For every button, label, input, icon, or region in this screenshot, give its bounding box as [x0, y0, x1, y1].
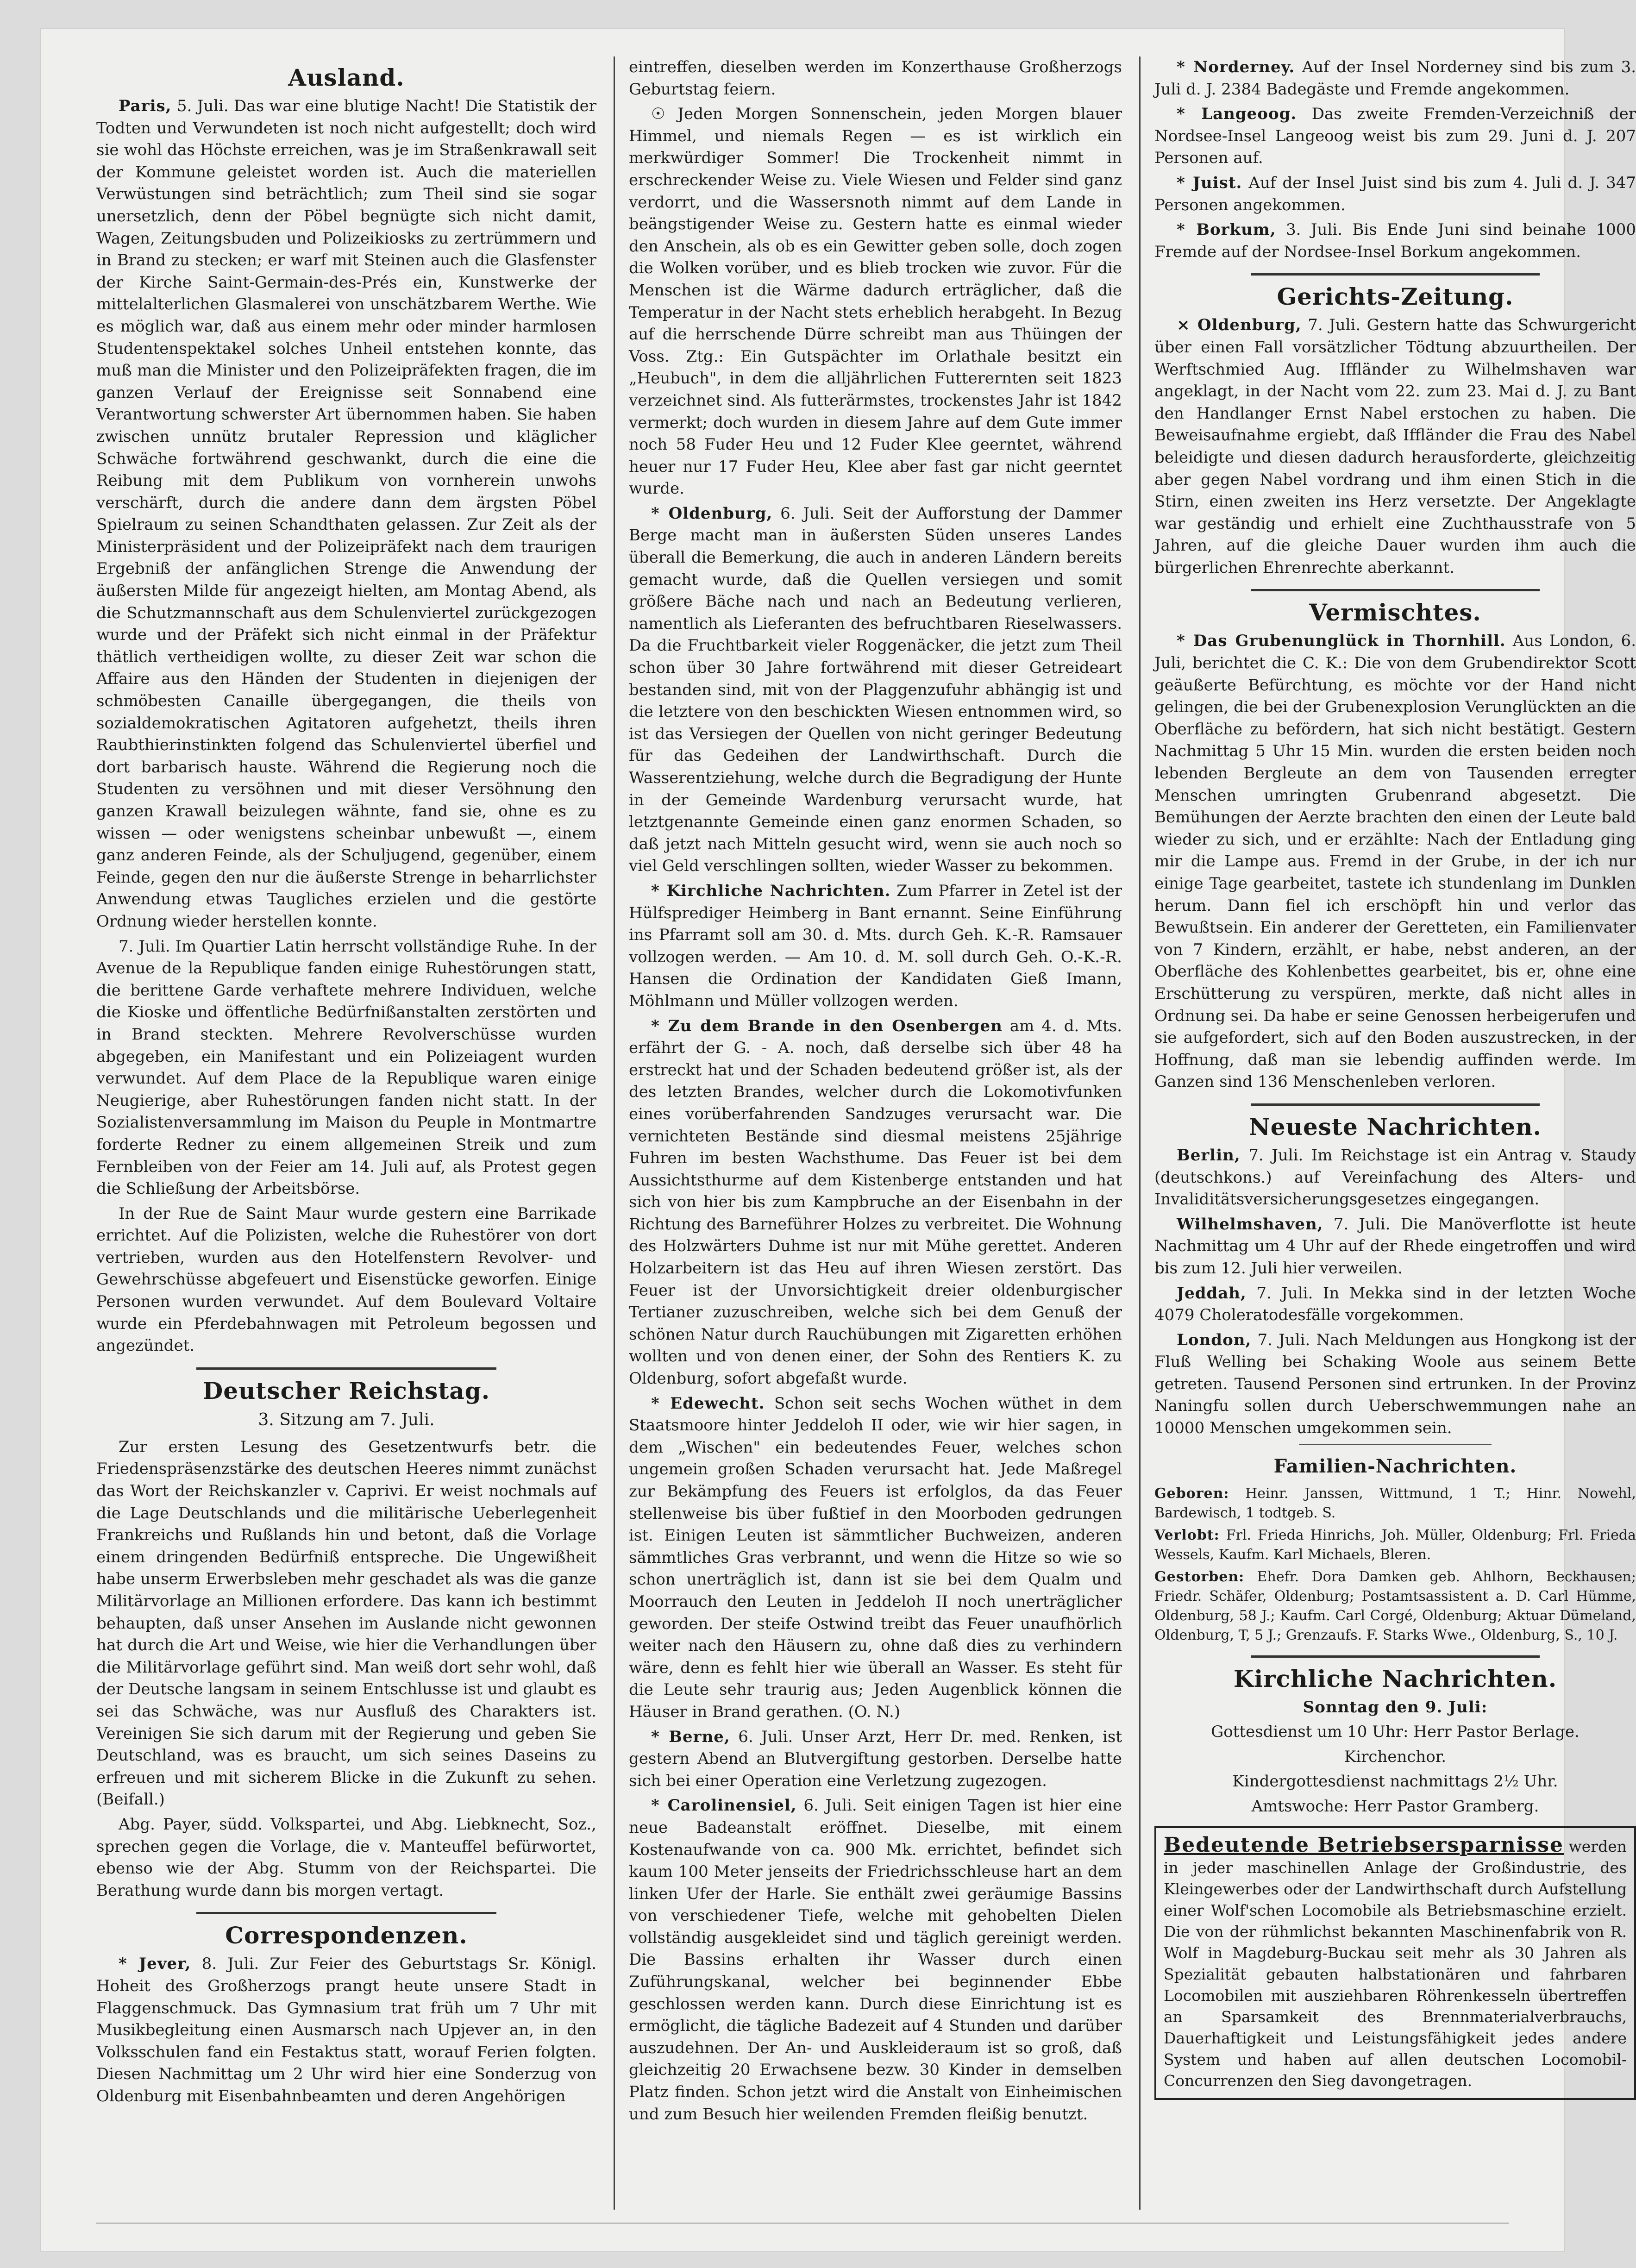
article-lead: * Juist. [1177, 173, 1242, 192]
article-berne [629, 1726, 1122, 1792]
article-text: Zum Pfarrer in Zetel ist der Hülfsprediger Heimberg in Bant ernannt. Seine Einführung ins Pfarramt soll am 30. d. Mts. durch Geh. K.-R. Ramsauer vollzogen werden. — Am 10. d. M. soll durch Geh. O.-K.-R. Hansen die Ordination der Kandidaten Gieß Imann, Möhlmann und Müller vollzogen werden. [629, 881, 1122, 1010]
article-lead: Berlin, [1177, 1146, 1241, 1165]
article-lead: * Norderney. [1177, 58, 1295, 76]
notice-label: Gestorben: [1154, 1568, 1245, 1585]
article-weather [629, 103, 1122, 500]
notice-born [1154, 1484, 1636, 1523]
section-divider [1251, 273, 1540, 276]
article-text: 6. Juli. Unser Arzt, Herr Dr. med. Renken, ist gestern Abend an Blutvergiftung gestorben. Derselbe hatte sich bei einer Operation eine Verletzung zugezogen. [629, 1727, 1122, 1790]
article-edewecht [629, 1393, 1122, 1723]
section-divider [1251, 1655, 1540, 1658]
article-continuation: eintreffen, dieselben werden im Konzerthause Großherzogs Geburtstag feiern. [629, 58, 1122, 99]
advertisement-wolf-locomobile [1154, 1826, 1636, 2100]
article-lead: * Langeoog. [1177, 105, 1297, 124]
article-text: 7. Juli. Die Manöverflotte ist heute Nachmittag um 4 Uhr auf der Rhede eingetroffen und wird bis zum 12. Juli hier verweilen. [1154, 1215, 1636, 1278]
article-text: Aus London, 6. Juli, berichtet die C. K.: Die von dem Grubendirektor Scott geäußerte Befürchtung, es möchte vor der Hand nicht gelingen, die bei der Grubenexplosion Verunglückten an die Oberfläche zu befördern, hat sich nicht bestätigt. Gestern Nachmittag 5 Uhr 15 Min. wurden die ersten beiden noch lebenden Bergleute an dem von Tausenden erregter Menschen umringten Grubenrand abgesetzt. Die Bemühungen der Aerzte brachten den einen der Leute bald wieder zu sich, und er erzählte: Nach der Entladung ging mir die Lampe aus. Fremd in der Grube, in der ich nur einige Tage gearbeitet, tastete ich stundenlang im Dunklen herum. Dann fiel ich erschöpft hin und verlor das Bewußtsein. Ein anderer der Geretteten, ein Familienvater von 7 Kindern, erzählt, er habe, nebst anderen, an der Oberfläche des Kohlenbettes gearbeitet, bis er, ohne eine Erschütterung zu verspüren, merkte, daß nicht alles in Ordnung sei. Da habe er seine Genossen herbeigerufen und sie aufgefordert, sich auf den Boden auszustrecken, in der Hoffnung, daß man sie lebendig auffinden werde. Im Ganzen sind 136 Menschenleben verloren. [1154, 632, 1636, 1091]
article-lead: Jeddah, [1177, 1284, 1247, 1303]
article-lead: * Edewecht. [651, 1394, 765, 1413]
ad-title: Bedeutende Betriebsersparnisse [1164, 1833, 1564, 1857]
article-paragraph: Abg. Payer, südd. Volkspartei, und Abg. Liebknecht, Soz., sprechen gegen die Vorlage, die v. Manteuffel befürwortet, ebenso wie der Abg. Stumm von der Reichspartei. Die Berathung wurde dann bis morgen vertagt. [96, 1815, 596, 1900]
notice-engaged [1154, 1526, 1636, 1565]
article-lead: * Das Grubenunglück in Thornhill. [1177, 632, 1506, 651]
family-notices [1154, 1484, 1636, 1645]
article-juist [1154, 172, 1636, 216]
column-2 [629, 56, 1122, 2210]
section-divider [1251, 589, 1540, 591]
article-text: 7. Juli. Im Reichstage ist ein Antrag v. Staudy (deutschkons.) auf Vereinfachung des Alters- und Invaliditätsversicherungsgesetzes eingegangen. [1154, 1146, 1636, 1209]
article-lead: * Oldenburg, [651, 504, 773, 523]
column-3 [1154, 56, 1636, 2210]
article-paris [96, 95, 596, 933]
notice-text: Heinr. Janssen, Wittmund, 1 T.; Hinr. Nowehl, Bardewisch, 1 todtgeb. S. [1154, 1485, 1636, 1521]
section-heading-familien: Familien-Nachrichten. [1273, 1455, 1517, 1477]
article-text: Jeden Morgen Sonnenschein, jeden Morgen blauer Himmel, und niemals Regen — es ist wirklich ein merkwürdiger Sommer! Die Trockenheit nimmt in erschreckender Weise zu. Viele Wiesen und Felder sind ganz verdorrt, und die Wassersnoth nimmt auf dem Lande in beängstigender Weise zu. Gestern hatte es einmal wieder den Anschein, als ob es ein Gewitter geben solle, doch zogen die Wolken vorüber, und es blieb trocken wie zuvor. Für die Menschen ist die Wärme dadurch erträglicher, daß die Temperatur in der Nacht stets erheblich herabgeht. In Bezug auf die herrschende Dürre schreibt man aus Thüingen der Voss. Ztg.: Ein Gutspächter im Orlathale besitzt ein „Heubuch", in dem die alljährlichen Futterernten seit 1823 verzeichnet sind. Als futterärmstes, trockenstes Jahr ist 1842 vermerkt; doch wurden in diesem Jahre auf dem Gute immer noch 58 Fuder Heu und 12 Fuder Klee geerntet, während heuer nur 17 Fuder Heu, Klee aber fast gar nicht geerntet wurde. [629, 105, 1122, 498]
service-line: Kindergottesdienst nachmittags 2½ Uhr. [1232, 1772, 1558, 1791]
section-divider [196, 1367, 496, 1370]
column-divider [614, 56, 615, 2210]
article-text: 7. Juli. Nach Meldungen aus Hongkong ist der Fluß Welling bei Schaking Woole aus seinem Bette getreten. Tausend Personen sind ertrunken. In der Provinz Naningfu sollen durch Ueberschwemmungen nahe an 10000 Menschen umgekommen sein. [1154, 1330, 1636, 1438]
article-gericht [1154, 314, 1636, 579]
article-langeoog [1154, 103, 1636, 169]
notice-label: Verlobt: [1154, 1527, 1220, 1543]
article-lead: * Carolinensiel, [651, 1796, 797, 1815]
section-heading-reichstag: Deutscher Reichstag. [202, 1377, 490, 1404]
article-text: Das zweite Fremden-Verzeichniß der Nordsee-Insel Langeoog weist bis zum 29. Juni d. J. 207 Personen auf. [1154, 105, 1636, 168]
column-divider [1139, 56, 1141, 2210]
article-jeddah [1154, 1283, 1636, 1327]
section-heading-ausland: Ausland. [288, 64, 405, 91]
notice-text: Frl. Frieda Hinrichs, Joh. Müller, Oldenburg; Frl. Frieda Wessels, Kaufm. Karl Michaels, Bleren. [1154, 1527, 1636, 1563]
article-text: 3. Juli. Bis Ende Juni sind beinahe 1000 Fremde auf der Nordsee-Insel Borkum angekommen. [1154, 220, 1636, 261]
article-lead: Wilhelmshaven, [1177, 1215, 1323, 1234]
section-heading-neueste-nachrichten: Neueste Nachrichten. [1249, 1113, 1542, 1140]
article-lead: * Berne, [651, 1727, 730, 1746]
notice-died [1154, 1567, 1636, 1645]
section-divider [196, 1912, 496, 1914]
article-text: 7. Juli. Gestern hatte das Schwurgericht über einen Fall vorsätzlicher Tödtung abzuurtheilen. Der Werftschmied Aug. Iffländer zu Wilhelmshaven war angeklagt, in der Nacht vom 22. zum 23. Mai d. J. zu Bant den Handlanger Ernst Nabel erstochen zu haben. Die Beweisaufnahme ergiebt, daß Iffländer die Frau des Nabel beleidigte und diesen dadurch herausforderte, gleichzeitig aber gegen Nabel vordrang und ihm einen Stich in die Stirn, einen zweiten ins Herz versetzte. Der Angeklagte war geständig und erhielt eine Zuchthausstrafe von 5 Jahren, auf die gleiche Dauer wurden ihm auch die bürgerlichen Ehrenrechte aberkannt. [1154, 316, 1636, 577]
article-text: Schon seit sechs Wochen wüthet in dem Staatsmoore hinter Jeddeloh II oder, wie wir hier sagen, in dem „Wischen" ein bedeutendes Feuer, welches schon ungemein großen Schaden verursacht hat. Jede Maßregel zur Bekämpfung des Feuers ist erfolglos, da das Feuer stellenweise bis über fußtief in den Moorboden gedrungen ist. Einigen Leuten ist sämmtlicher Buchweizen, anderen sämmtliches Gras verbrannt, und wenn die Hitze so wie so schon unerträglich ist, dann ist sie bei dem Qualm und Moorrauch den Leuten in Jeddeloh II noch unerträglicher geworden. Der steife Ostwind treibt das Feuer unaufhörlich weiter nach den Häusern zu, ohne daß dies zu verhindern wäre, denn es fehlt hier wie überall an Wasser. Es steht für die Leute sehr traurig aus; Jeden Augenblick können die Häuser in Brand gerathen. (O. N.) [629, 1394, 1122, 1721]
article-text: 7. Juli. In Mekka sind in der letzten Woche 4079 Choleratodesfälle vorgekommen. [1154, 1284, 1636, 1325]
article-grubenunglueck [1154, 630, 1636, 1093]
section-subheading: 3. Sitzung am 7. Juli. [258, 1410, 435, 1429]
article-brand [629, 1015, 1122, 1390]
article-paragraph: In der Rue de Saint Maur wurde gestern eine Barrikade errichtet. Auf die Polizisten, welche die Ruhestörer von dort vertrieben, wurden aus den Hotelfenstern Revolver- und Gewehrschüsse abgefeuert und Eisenstücke geworfen. Einige Personen wurden verwundet. Auf dem Boulevard Voltaire wurde ein Pferdebahnwagen mit Petroleum begossen und angezündet. [96, 1204, 596, 1355]
section-divider [1251, 1103, 1540, 1106]
article-lead: * Jever, [119, 1955, 191, 1974]
article-carolinensiel [629, 1795, 1122, 2125]
column-1 [96, 56, 596, 2210]
article-text: am 4. d. Mts. erfährt der G. - A. noch, daß derselbe sich über 48 ha erstreckt hat und der Schaden bedeutend größer ist, als der des letzten Brandes, welcher durch die Lokomotivfunken eines vorüberfahrenden Sandzuges verursacht war. Die vernichteten Bestände sind diesmal meistens 25jährige Fuhren im besten Wachsthume. Das Feuer ist bei dem Aussichtsthurme auf dem Kistenberge entstanden und hat sich von hier bis zum Kampbruche an der Eisenbahn in der Richtung des Barneführer Holzes zu verbreitet. Die Wohnung des Holzwärters Duhme ist nur mit Mühe gerettet. Anderen Holzarbeitern ist das Heu auf ihren Wiesen zerstört. Das Feuer ist der Unvorsichtigkeit dreier oldenburgischer Tertianer zuzuschreiben, welche sich bei dem Genuß der schönen Natur durch Rauchübungen mit Zigaretten erhöhen wollten und von denen einer, der Sohn des Rentiers K. zu Oldenburg, sofort abgefaßt wurde. [629, 1016, 1122, 1388]
article-kirchliche [629, 880, 1122, 1013]
article-jever [96, 1953, 596, 2107]
article-wilhelmshaven [1154, 1214, 1636, 1280]
section-heading-vermischtes: Vermischtes. [1309, 599, 1481, 627]
article-oldenburg [629, 503, 1122, 877]
ad-text: werden in jeder maschinellen Anlage der Großindustrie, des Kleingewerbes oder der Landwirthschaft durch Aufstellung einer Wolf'schen Locomobile als Betriebsmaschine erzielt. Die von der rühmlichst bekannten Maschinenfabrik von R. Wolf in Magdeburg-Buckau seit mehr als 30 Jahren als Spezialität gebauten halbstationären und fahrbaren Locomobilen mit ausziehbaren Röhrenkesseln übertreffen an Sparsamkeit des Brennmaterialverbrauchs, Dauerhaftigkeit und Leistungsfähigkeit jedes andere System und haben auf allen deutschen Locomobil-Concurrenzen den Sieg davongetragen. [1164, 1837, 1627, 2090]
section-heading-kirchliche: Kirchliche Nachrichten. [1233, 1665, 1557, 1692]
article-text: 6. Juli. Seit der Aufforstung der Dammer Berge macht man in äußersten Süden unseres Landes überall die Bemerkung, die auch in anderen Ländern bereits gemacht wurde, daß die Quellen versiegen und somit größere Bäche nach und nach an Bedeutung verlieren, namentlich als Lieferanten des befruchtbaren Rieselwassers. Da die Fruchtbarkeit vieler Roggenäcker, die jetzt zum Theil schon über 30 Jahre fortwährend mit dieser Getreideart bestanden sind, mit von der Plaggenzufuhr abhängig ist und die letztere von den beschickten Wiesen entnommen wird, so ist das Versiegen der Quellen von nicht geringer Bedeutung für das Gedeihen der Landwirthschaft. Durch die Wasserentziehung, welche durch die Begradigung der Hunte in der Gemeinde Wardenburg verursacht wurde, hat letztgenannte Gemeinde einen ganz enormen Schaden, so daß jetzt nach Mitteln gesucht wird, wenn sie auch noch so viel Geld verschlingen sollten, wieder Wasser zu bekommen. [629, 504, 1122, 876]
article-lead: × Oldenburg, [1177, 316, 1302, 335]
page-bottom-rule [96, 2223, 1509, 2224]
article-text: Auf der Insel Juist sind bis zum 4. Juli d. J. 347 Personen angekommen. [1154, 173, 1636, 214]
service-date: Sonntag den 9. Juli: [1303, 1698, 1488, 1717]
article-borkum [1154, 219, 1636, 263]
article-lead: * Borkum, [1177, 220, 1276, 239]
article-text: 8. Juli. Zur Feier des Geburtstags Sr. Königl. Hoheit des Großherzogs prangt heute unsere Stadt in Flaggenschmuck. Das Gymnasium trat früh um 7 Uhr mit Musikbegleitung einen Ausmarsch nach Upjever an, in den Volksschulen fand ein Festaktus statt, worauf Ferien folgten. Diesen Nachmittag um 2 Uhr wird hier eine Sonderzug von Oldenburg mit Eisenbahnbeamten und deren Angehörigen [96, 1955, 596, 2105]
article-text: 5. Juli. Das war eine blutige Nacht! Die Statistik der Todten und Verwundeten ist noch nicht aufgestellt; doch wird sie wohl das Höchste erreichen, was je im Straßenkrawall seit der Kommune geleistet worden ist. Auch die materiellen Verwüstungen sind beträchtlich; zum Theil sind sie sogar unersetzlich, denn der Pöbel begnügte sich nicht damit, Wagen, Zeitungsbuden und Polizeikiosks zu zertrümmern und in Brand zu stecken; er warf mit Steinen auch die Glasfenster der Kirche Saint-Germain-des-Prés ein, Kunstwerke der mittelalterlichen Glasmalerei von unschätzbarem Werthe. Wie es möglich war, daß aus einem mehr oder minder harmlosen Studentenspektakel solches Unheil entstehen konnte, das muß man die Minister und den Polizeipräfekten fragen, die im ganzen Verlauf der Ereignisse seit Sonnabend eine Verantwortung schwerster Art übernommen haben. Sie haben zwischen unnütz brutaler Repression und kläglicher Schwäche fortwährend geschwankt, durch die eine die Reibung mit dem Publikum von vornherein unwohs verschärft, durch die andere dann dem ärgsten Pöbel Spielraum zu seinen Schandthaten gelassen. Zur Zeit als der Ministerpräsident und der Polizeipräfekt nach dem traurigen Ergebniß der anfänglichen Strenge die Anwendung der äußersten Milde für angezeigt hielten, am Montag Abend, als die Schutzmannschaft aus dem Schulenviertel zurückgezogen wurde und der Präfekt sich nicht einmal in der Präfektur thätlich vertheidigen wollte, zu dieser Zeit war schon die Affaire aus den Händen der Studenten in diejenigen der schmöbesten Canaille übergegangen, die theils von sozialdemokratischen Agitatoren aufgehetzt, theils ihren Raubthierinstinkten folgend das Schulenviertel überfiel und dort barbarisch hauste. Während die Regierung noch die Studenten zu versöhnen und mit dieser Versöhnung den ganzen Krawall beizulegen wähnte, fand sie, ohne es zu wissen — oder wenigstens scheinbar unbewußt —, einem ganz anderen Feinde, als der Schuljugend, gegenüber, einem Feinde, gegen den nur die äußerste Strenge in beharrlichster Anwendung etwas Taugliches erzielen und die gestörte Ordnung wieder herstellen konnte. [96, 97, 596, 931]
article-text: Auf der Insel Norderney sind bis zum 3. Juli d. J. 2384 Badegäste und Fremde angekommen. [1154, 58, 1636, 99]
newspaper-page [41, 29, 1636, 2251]
article-norderney [1154, 56, 1636, 100]
article-lead: London, [1177, 1330, 1252, 1349]
service-line: Kirchenchor. [1344, 1747, 1447, 1766]
article-lead: Paris, [119, 97, 172, 115]
sun-icon: ☉ [651, 105, 665, 124]
article-paragraph: Zur ersten Lesung des Gesetzentwurfs betr. die Friedenspräsenzstärke des deutschen Heeres nimmt zunächst das Wort der Reichskanzler v. Caprivi. Er weist nochmals auf die Lage Deutschlands und die militärische Ueberlegenheit Frankreichs und Rußlands hin und betont, daß die Vorlage einem dringenden Bedürfniß entspreche. Die Ungewißheit habe unserm Erwerbsleben mehr geschadet als was die ganze Militärvorlage an Millionen erfordere. Das kann ich bestimmt behaupten, daß unser Ansehen im Auslande nicht gewonnen hat durch die Art und Weise, wie hier die Verhandlungen über die Militärvorlage geführt sind. Man weiß dort sehr wohl, daß der Deutsche langsam in seinem Entschlusse ist und glaubt es sei das Schwäche, was nur Ausfluß des Charakters ist. Vereinigen Sie sich darum mit der Regierung und geben Sie Deutschland, was es braucht, um sich seines Daseins zu erfreuen und mit sicherem Blicke in die Zukunft zu sehen. (Beifall.) [96, 1437, 596, 1809]
article-lead: * Zu dem Brande in den Osenbergen [651, 1016, 1003, 1035]
article-paragraph: 7. Juli. Im Quartier Latin herrscht vollständige Ruhe. In der Avenue de la Republique fanden einige Ruhestörungen statt, die berittene Garde verhaftete mehrere Individuen, welche die Kioske und öffentliche Bedürfnißanstalten zerstörten und in Brand steckten. Mehrere Revolverschüsse wurden abgegeben, ein Manifestant und ein Polizeiagent wurden verwundet. Auf dem Place de la Republique waren einige Neugierige, aber Ruhestörungen fanden nicht statt. In der Sozialistenversammlung im Maison du Peuple in Montmartre forderte Redner zu einem allgemeinen Streik und zum Fernbleiben von der Feier am 14. Juli auf, als Protest gegen die Schließung der Arbeitsbörse. [96, 937, 596, 1198]
section-divider [1299, 1444, 1492, 1445]
service-line: Amtswoche: Herr Pastor Gramberg. [1251, 1797, 1539, 1816]
notice-label: Geboren: [1154, 1485, 1229, 1502]
service-line: Gottesdienst um 10 Uhr: Herr Pastor Berlage. [1211, 1723, 1580, 1742]
article-text: 6. Juli. Seit einigen Tagen ist hier eine neue Badeanstalt eröffnet. Dieselbe, mit einem Kostenaufwande von ca. 900 Mk. errichtet, befindet sich kaum 100 Meter jenseits der Friedrichsschleuse hart an dem linken Ufer der Harle. Sie enthält zwei geräumige Bassins von verschiedener Tiefe, welche mit gehobelten Dielen vollständig ausgekleidet sind und täglich gereinigt werden. Die Bassins erhalten ihr Wasser durch einen Zuführungskanal, welcher bei beginnender Ebbe geschlossen werden kann. Durch diese Einrichtung ist es ermöglicht, die tägliche Badezeit auf 4 Stunden und darüber auszudehnen. Der An- und Auskleideraum ist so groß, daß gleichzeitig 20 Erwachsene bezw. 30 Kinder in demselben Platz finden. Schon jetzt wird die Anstalt von Einheimischen und zum Besuch hier weilenden Fremden fleißig benutzt. [629, 1796, 1122, 2124]
article-london [1154, 1329, 1636, 1440]
article-lead: * Kirchliche Nachrichten. [651, 881, 891, 900]
notice-text: Ehefr. Dora Damken geb. Ahlhorn, Beckhausen; Friedr. Schäfer, Oldenburg; Postamtsassistent a. D. Carl Hümme, Oldenburg, 58 J.; Kaufm. Carl Corgé, Oldenburg; Aktuar Dümeland, Oldenburg, T, 5 J.; Grenzaufs. F. Starks Wwe., Oldenburg, S., 10 J. [1154, 1568, 1636, 1643]
section-heading-gerichtszeitung: Gerichts-Zeitung. [1277, 283, 1514, 311]
section-heading-correspondenzen: Correspondenzen. [225, 1922, 468, 1949]
article-berlin [1154, 1145, 1636, 1211]
